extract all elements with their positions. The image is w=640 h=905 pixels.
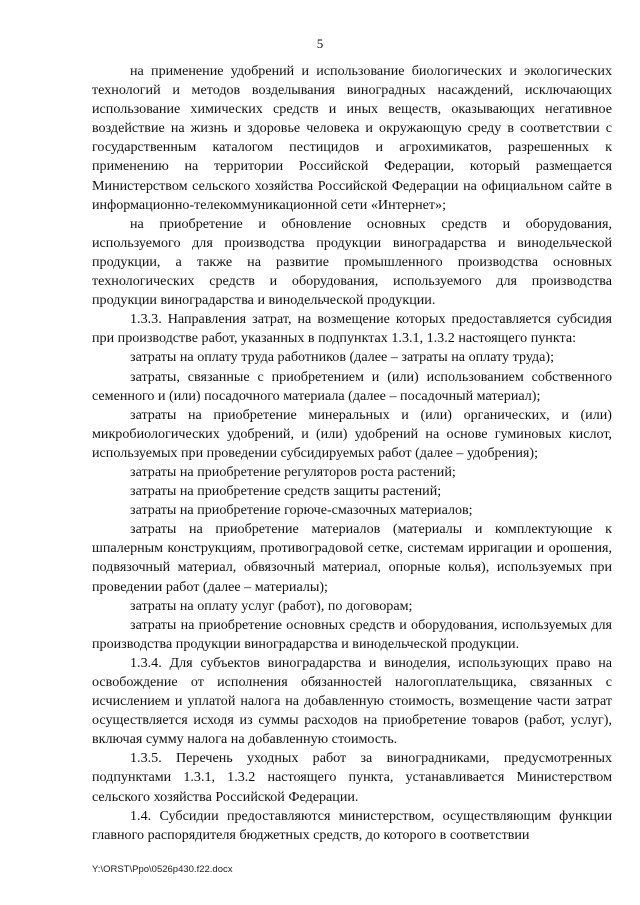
file-path-footer: Y:\ORST\Ppo\0526p430.f22.docx <box>92 864 233 875</box>
paragraph-labor-costs: затраты на оплату труда работников (далее – затраты на оплату труда); <box>130 349 555 366</box>
paragraph-plant-protection: затраты на приобретение средств защиты растений; <box>130 483 442 500</box>
paragraph-1-3-4: 1.3.4. Для субъектов виноградарства и виноделия, использующих право на освобождение от исполнения обязанностей налогоплательщика, связанных с исчислением и уплатой налога на добавленную стоимость, возмещение части затрат осуществляется исходя из суммы расходов на приобретение товаров (работ, услуг), включая сумму налога на добавленную стоимость. <box>92 654 612 748</box>
paragraph-fertilizer-costs: затраты на приобретение минеральных и (или) органических, и (или) микробиологических удобрений, и (или) удобрений на основе гуминовых кислот, используемых при проведении субсидируемых работ (далее – удобрения); <box>92 406 612 461</box>
paragraph-fixed-assets: затраты на приобретение основных средств и оборудования, используемых для производства продукции виноградарства и винодельческой продукции. <box>92 616 612 652</box>
paragraph-services: затраты на оплату услуг (работ), по договорам; <box>130 597 413 614</box>
paragraph-1-3-3: 1.3.3. Направления затрат, на возмещение которых предоставляется субсидия при производстве работ, указанных в подпунктах 1.3.1, 1.3.2 настоящего пункта: <box>92 311 612 347</box>
paragraph-1-3-5: 1.3.5. Перечень уходных работ за виноградниками, предусмотренных подпунктами 1.3.1, 1.3.2 настоящего пункта, устанавливается Министерством сельского хозяйства Российской Федерации. <box>92 750 612 805</box>
paragraph-growth-regulators: затраты на приобретение регуляторов роста растений; <box>130 463 456 480</box>
document-body <box>92 62 612 845</box>
paragraph-equipment: на приобретение и обновление основных средств и оборудования, используемого для производства продукции виноградарства и винодельческой продукции, а также на развитие промышленного производства основных технологических средств и оборудования, используемого для производства продукции виноградарства и винодельческой продукции. <box>92 215 612 309</box>
paragraph-planting-material: затраты, связанные с приобретением и (или) использованием собственного семенного и (или) посадочного материала (далее – посадочный материал); <box>92 368 612 404</box>
page-number: 5 <box>316 36 324 51</box>
paragraph-fertilizers: на применение удобрений и использование биологических и экологических технологий и методов возделывания виноградных насаждений, исключающих использование химических средств и иных веществ, оказывающих негативное воздействие на жизнь и здоровье человека и окружающую среду в соответствии с государственным каталогом пестицидов и агрохимикатов, разрешенных к применению на территории Российской Федерации, который размещается Министерством сельского хозяйства Российской Федерации на официальном сайте в информационно-телекоммуникационной сети «Интернет»; <box>92 63 612 213</box>
paragraph-1-4: 1.4. Субсидии предоставляются министерством, осуществляющим функции главного распорядителя бюджетных средств, до которого в соответствии <box>92 807 612 843</box>
paragraph-fuel-lubricants: затраты на приобретение горюче-смазочных материалов; <box>130 502 473 519</box>
paragraph-materials: затраты на приобретение материалов (материалы и комплектующие к шпалерным конструкциям, противоградовой сетке, системам ирригации и орошения, подвязочный материал, обвязочный материал, опорные колья), используемых при проведении работ (далее – материалы); <box>92 521 612 595</box>
